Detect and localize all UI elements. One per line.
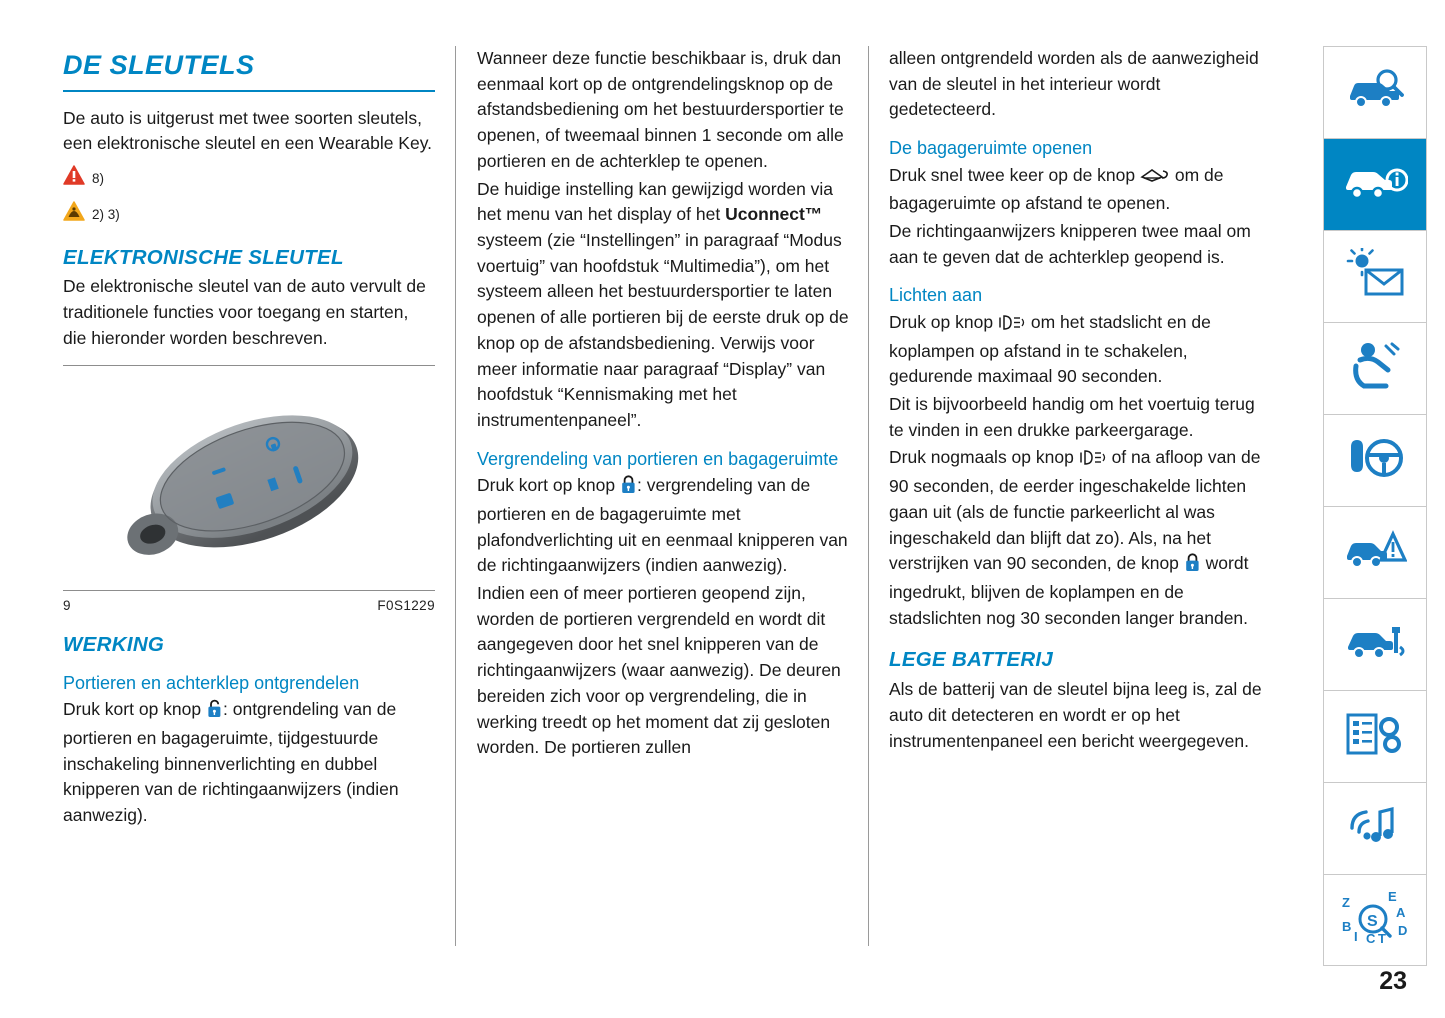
warning-row-caution xyxy=(63,201,435,229)
col2-paragraph-4: Indien een of meer portieren geopend zijn, worden de portieren vergrendeld en wordt dit aangegeven door het snel knipperen van de richtingaanwijzers (waar aanwezig). De deuren bereiden zich voor op vergrendeling, die in werking treedt op het moment dat zij gesloten worden. De portieren zullen xyxy=(477,583,841,758)
page-number: 23 xyxy=(1379,967,1407,995)
figure-caption xyxy=(63,590,435,616)
svg-text:Z: Z xyxy=(1342,894,1350,910)
warning-refs-danger: 8) xyxy=(92,171,105,187)
rail-item-multimedia[interactable] xyxy=(1323,782,1427,874)
svg-text:D: D xyxy=(1398,922,1408,938)
warning-refs-caution: 2) 3) xyxy=(92,206,120,222)
svg-text:C: C xyxy=(1366,930,1376,946)
headlight-button-icon-2 xyxy=(1079,448,1107,474)
unlock-doors-body xyxy=(63,697,435,829)
unlock-doors-body-b: : ontgrendeling van de portieren en bagageruimte, tijdgestuurde inschakeling binnenverlichting en dubbel knipperen van de richtingaanwijzers (indien aanwezig). xyxy=(63,699,399,826)
heading-lights-on: Lichten aan xyxy=(889,285,983,306)
heading-low-battery: LEGE BATTERIJ xyxy=(889,648,1054,672)
col2-paragraph-2 xyxy=(477,177,849,434)
lock-doors-body xyxy=(477,473,849,579)
unlock-button-icon xyxy=(206,698,223,726)
rail-item-seatbelt-safety[interactable] xyxy=(1323,322,1427,414)
svg-text:S: S xyxy=(1367,912,1378,930)
page-title: DE SLEUTELS xyxy=(63,50,255,80)
rail-item-steering-start[interactable] xyxy=(1323,414,1427,506)
rail-item-index[interactable] xyxy=(1323,874,1427,966)
col3-paragraph-7: Als de batterij van de sleutel bijna leeg is, zal de auto dit detecteren en wordt er op het instrumentenpaneel een bericht weergegeven. xyxy=(889,679,1262,751)
electronic-key-body: De elektronische sleutel van de auto vervult de traditionele functies voor toegang en starten, die hieronder worden beschreven. xyxy=(63,276,426,348)
svg-text:E: E xyxy=(1388,888,1397,904)
intro-paragraph: De auto is uitgerust met twee soorten sleutels, een elektronische sleutel en een Wearable Key. xyxy=(63,107,433,154)
seatbelt-safety-icon xyxy=(1346,340,1404,397)
open-trunk-body-a: Druk snel twee keer op de knop xyxy=(889,164,1136,185)
trunk-button-icon xyxy=(1140,166,1170,192)
rail-item-dashboard-warning[interactable] xyxy=(1323,230,1427,322)
car-info-icon xyxy=(1342,159,1408,210)
heading-unlock-doors: Portieren en achterklep ontgrendelen xyxy=(63,672,360,693)
lock-button-icon xyxy=(620,474,637,502)
open-trunk-body xyxy=(889,163,1267,217)
rail-item-car-maintenance[interactable] xyxy=(1323,598,1427,690)
heading-lock-doors: Vergrendeling van portieren en bagageruimte xyxy=(477,448,839,469)
heading-werking: WERKING xyxy=(63,633,165,657)
uconnect-label: Uconnect™ xyxy=(725,204,823,225)
lights-on-body-b: om het stadslicht en de koplampen op afstand in te schakelen, gedurende maximaal 90 seconden. xyxy=(889,311,1211,387)
index-icon xyxy=(1340,887,1410,954)
rail-item-car-inspection[interactable] xyxy=(1323,46,1427,138)
col3-p6-a: Druk nogmaals op knop xyxy=(889,447,1074,468)
svg-text:I: I xyxy=(1354,928,1358,944)
heading-open-trunk: De bagageruimte openen xyxy=(889,138,1093,159)
key-fob-illustration xyxy=(99,382,399,582)
rail-item-emergency-breakdown[interactable] xyxy=(1323,506,1427,598)
column-1 xyxy=(63,46,435,831)
car-inspection-icon xyxy=(1344,66,1406,119)
lock-doors-body-a: Druk kort op knop xyxy=(477,475,616,496)
column-3 xyxy=(889,46,1267,756)
figure-code: F0S1229 xyxy=(377,598,435,614)
car-maintenance-icon xyxy=(1344,619,1406,670)
steering-start-icon xyxy=(1345,434,1405,487)
dashboard-warning-icon xyxy=(1344,248,1406,305)
svg-text:T: T xyxy=(1378,930,1386,946)
lights-on-body xyxy=(889,310,1267,390)
col3-p6-c: wordt ingedrukt, blijven de koplampen en de stadslichten nog 30 seconden langer branden. xyxy=(889,553,1249,628)
column-divider-2 xyxy=(868,46,869,946)
multimedia-icon xyxy=(1346,802,1404,855)
headlight-button-icon xyxy=(998,313,1026,339)
svg-text:B: B xyxy=(1342,918,1352,934)
title-underline xyxy=(63,90,435,92)
chapter-icon-rail xyxy=(1323,46,1427,966)
rail-item-specifications[interactable] xyxy=(1323,690,1427,782)
col2-p2-a: De huidige instelling kan gewijzigd worden via het menu van het display of het xyxy=(477,178,834,225)
rail-item-car-info[interactable] xyxy=(1323,138,1427,230)
column-2 xyxy=(477,46,849,763)
column-divider-1 xyxy=(455,46,456,946)
lock-doors-body-b: : vergrendeling van de portieren en de bagageruimte met plafondverlichting uit en eenmaal knipperen van de richtingaanwijzers (indien aanwezig). xyxy=(477,475,848,576)
figure-number: 9 xyxy=(63,598,71,614)
col2-p2-c: systeem (zie “Instellingen” in paragraaf “Modus voertuig” van hoofdstuk “Multimedia”), om het systeem alleen het bestuurdersportier te laten openen of alle portieren bij de eerste druk op de knop op de afstandsbediening. Verwijs voor meer informatie naar paragraaf “Display” van hoofdstuk “Kennismaking met het instrumentenpaneel”. xyxy=(477,230,849,431)
open-trunk-body-b: om de bagageruimte op afstand te openen. xyxy=(889,164,1224,214)
col3-paragraph-5: Dit is bijvoorbeeld handig om het voertuig terug te vinden in een drukke parkeergarage. xyxy=(889,393,1255,440)
lock-button-icon-2 xyxy=(1184,552,1201,580)
col3-paragraph-3: De richtingaanwijzers knipperen twee maal om aan te geven dat de achterklep geopend is. xyxy=(889,220,1251,267)
warning-row-danger xyxy=(63,165,435,193)
col3-paragraph-6 xyxy=(889,445,1267,631)
warning-triangle-icon xyxy=(63,165,85,193)
col2-paragraph-1: Wanneer deze functie beschikbaar is, druk dan eenmaal kort op de ontgrendelingsknop op de afstandsbediening om het bestuurdersportier te openen, of tweemaal binnen 1 seconde om alle portieren en de achterklep te openen. xyxy=(477,48,844,171)
col3-paragraph-1: alleen ontgrendeld worden als de aanwezigheid van de sleutel in het interieur wordt gedetecteerd. xyxy=(889,48,1259,120)
heading-electronic-key: ELEKTRONISCHE SLEUTEL xyxy=(63,245,344,269)
specifications-icon xyxy=(1344,709,1406,764)
caution-triangle-icon xyxy=(63,201,85,229)
emergency-breakdown-icon xyxy=(1343,526,1407,579)
figure-block xyxy=(63,365,435,616)
col3-p6-b: of na afloop van de 90 seconden, de eerder ingeschakelde lichten gaan uit (als de functie parkeerlicht al was ingeschakeld dan blijft dat zo). Als, na het verstrijken van 90 seconden, de knop xyxy=(889,447,1261,574)
lights-on-body-a: Druk op knop xyxy=(889,311,994,332)
svg-text:A: A xyxy=(1396,904,1406,920)
unlock-doors-body-a: Druk kort op knop xyxy=(63,699,202,720)
